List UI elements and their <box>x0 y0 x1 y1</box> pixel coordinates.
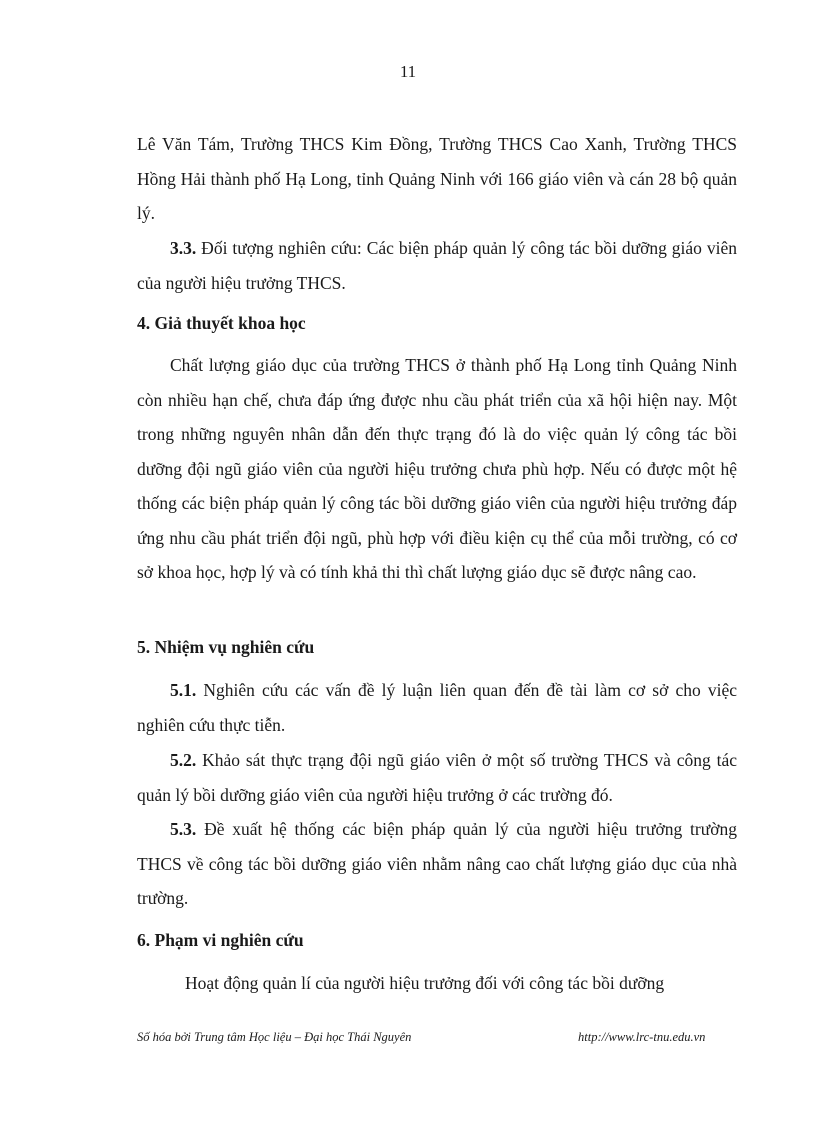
paragraph-scope-6: Hoạt động quản lí của người hiệu trưởng đối với công tác bồi dưỡng <box>185 973 665 993</box>
paragraph-hypothesis: Chất lượng giáo dục của trường THCS ở thành phố Hạ Long tỉnh Quảng Ninh còn nhiều hạn chế, chưa đáp ứng được nhu cầu phát triển của xã hội hiện nay. Một trong những nguyên nhân dẫn đến thực trạng đó là do việc quản lý công tác bồi dưỡng đội ngũ giáo viên của người hiệu trưởng chưa phù hợp. Nếu có được một hệ thống các biện pháp quản lý công tác bồi dưỡng giáo viên của người hiệu trưởng đáp ứng nhu cầu phát triển đội ngũ, phù hợp với điều kiện cụ thể của mỗi trường, có cơ sở khoa học, hợp lý và có tính khả thi thì chất lượng giáo dục sẽ được nâng cao. <box>137 355 737 582</box>
item-5-1 <box>137 673 737 742</box>
item-5-1-text: Nghiên cứu các vấn đề lý luận liên quan đến đề tài làm cơ sở cho việc nghiên cứu thực tiễn. <box>137 680 737 735</box>
heading-4: 4. Giả thuyết khoa học <box>137 313 306 333</box>
heading-6: 6. Phạm vi nghiên cứu <box>137 930 304 950</box>
item-5-3 <box>137 812 737 916</box>
item-5-1-number: 5.1. <box>170 680 197 700</box>
item-3-3 <box>137 231 737 300</box>
item-5-3-text: Đề xuất hệ thống các biện pháp quản lý của người hiệu trưởng trường THCS về công tác bồi dưỡng giáo viên nhằm nâng cao chất lượng giáo dục của nhà trường. <box>137 819 737 908</box>
item-3-3-text: Đối tượng nghiên cứu: Các biện pháp quản lý công tác bồi dưỡng giáo viên của người hiệu trưởng THCS. <box>137 238 737 293</box>
page-number: 11 <box>399 62 417 81</box>
item-5-3-number: 5.3. <box>170 819 197 839</box>
footer-source: Số hóa bởi Trung tâm Học liệu – Đại học Thái Nguyên <box>137 1030 412 1044</box>
paragraph-scope: Lê Văn Tám, Trường THCS Kim Đồng, Trường THCS Cao Xanh, Trường THCS Hồng Hải thành phố Hạ Long, tỉnh Quảng Ninh với 166 giáo viên và cán 28 bộ quản lý. <box>137 134 737 223</box>
item-3-3-number: 3.3. <box>170 238 197 258</box>
item-5-2-text: Khảo sát thực trạng đội ngũ giáo viên ở một số trường THCS và công tác quản lý bồi dưỡng giáo viên của người hiệu trưởng ở các trường đó. <box>137 750 737 805</box>
footer-url[interactable]: http://www.lrc-tnu.edu.vn <box>578 1030 706 1044</box>
item-5-2 <box>137 743 737 812</box>
item-5-2-number: 5.2. <box>170 750 197 770</box>
heading-5: 5. Nhiệm vụ nghiên cứu <box>137 637 315 657</box>
